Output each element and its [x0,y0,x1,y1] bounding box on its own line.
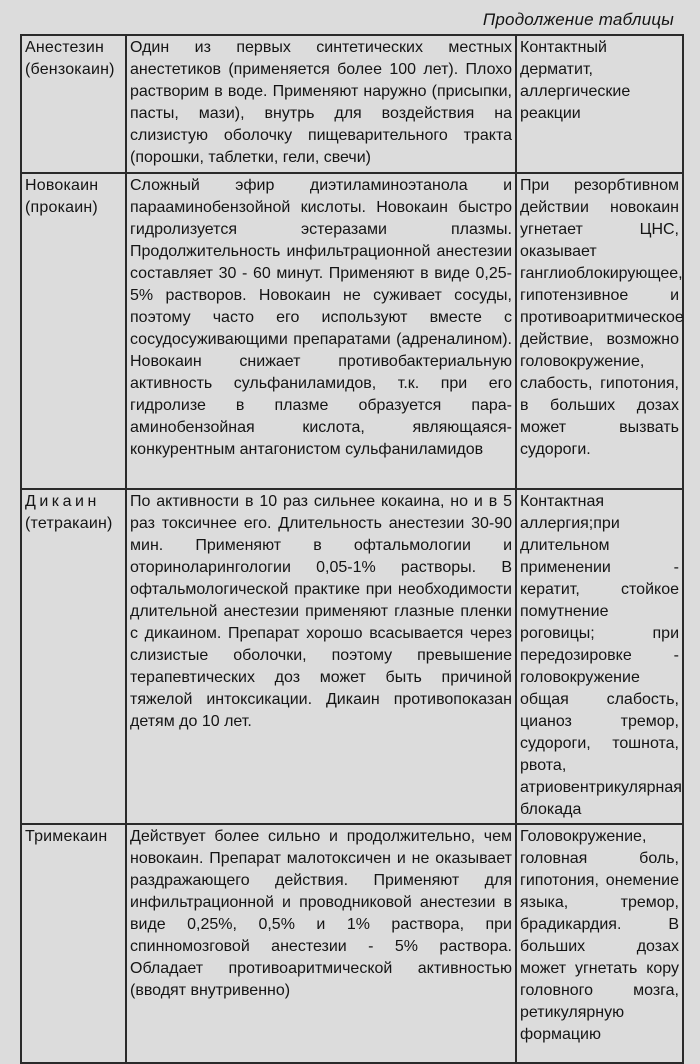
drug-alt-name: (прокаин) [25,199,98,216]
table-row [21,35,683,173]
table-continuation-caption: Продолжение таблицы [482,10,674,29]
drug-description: Сложный эфир диэтиламиноэтанола и парааминобензойной кислоты. Новокаин быстро гидролизуется эстеразами плазмы. Продолжительность инфильтрационной анестезии составляет 30 - 60 минут. Применяют в виде 0,25-5% растворов. Новокаин не суживает сосуды, поэтому часто его используют вместе с сосудосуживающими препаратами (адреналином). Новокаин снижает противобактериальную активность сульфаниламидов, т.к. при его гидролизе в плазме образуется пара-аминобензойная кислота, являющаяся-конкурентным антагонистом сульфаниламидов [126,173,516,489]
anesthetics-table [20,34,684,1064]
drug-description: По активности в 10 раз сильнее кокаина, но и в 5 раз токсичнее его. Длительность анестезии 30-90 мин. Применяют в офтальмологии и оториноларингологии 0,05-1% растворы. В офтальмологической практике при необходимости длительной анестезии применяют глазные пленки с дикаином. Препарат хорошо всасывается через слизистые оболочки, поэтому превышение терапевтических доз может быть причиной тяжелой интоксикации. Дикаин противопоказан детям до 10 лет. [126,489,516,824]
drug-side-effects: При резорбтивном действии новокаин угнетает ЦНС, оказывает ганглиоблокирующее, гипотензивное и противоаритмическое действие, возможно головокружение, слабость, гипотония, в больших дозах может вызвать судороги. [516,173,683,489]
drug-name-cell [21,824,126,1063]
table-row [21,173,683,489]
table-row [21,824,683,1063]
drug-name-cell [21,35,126,173]
drug-description: Один из первых синтетических местных анестетиков (применяется более 100 лет). Плохо растворим в воде. Применяют наружно (присыпки, пасты, мази), внутрь для воздействия на слизистую оболочку пищеварительного тракта (порошки, таблетки, гели, свечи) [126,35,516,173]
drug-name-cell [21,173,126,489]
drug-side-effects: Контактный дерматит, аллергические реакции [516,35,683,173]
drug-description: Действует более сильно и продолжительно, чем новокаин. Препарат малотоксичен и не оказывает раздражающего действия. Применяют для инфильтрационной и проводниковой анестезии в виде 0,25%, 0,5% и 1% раствора, при спинномозговой анестезии - 5% раствора. Обладает противоаритмической активностью (вводят внутривенно) [126,824,516,1063]
drug-name: Тримекаин [25,828,108,845]
drug-name: Дикаин [25,493,100,510]
drug-side-effects: Контактная аллергия;при длительном применении - кератит, стойкое помутнение роговицы; при передозировке - головокружение общая слабость, цианоз тремор, судороги, тошнота, рвота, атриовентрикулярная блокада [516,489,683,824]
drug-name: Новокаин [25,177,99,194]
table-row [21,489,683,824]
drug-alt-name: (бензокаин) [25,61,115,78]
drug-side-effects: Головокружение, головная боль, гипотония, онемение языка, тремор, брадикардия. В больших дозах может угнетать кору головного мозга, ретикулярную формацию [516,824,683,1063]
drug-name-cell [21,489,126,824]
drug-alt-name: (тетракаин) [25,515,113,532]
drug-name: Анестезин [25,39,105,56]
